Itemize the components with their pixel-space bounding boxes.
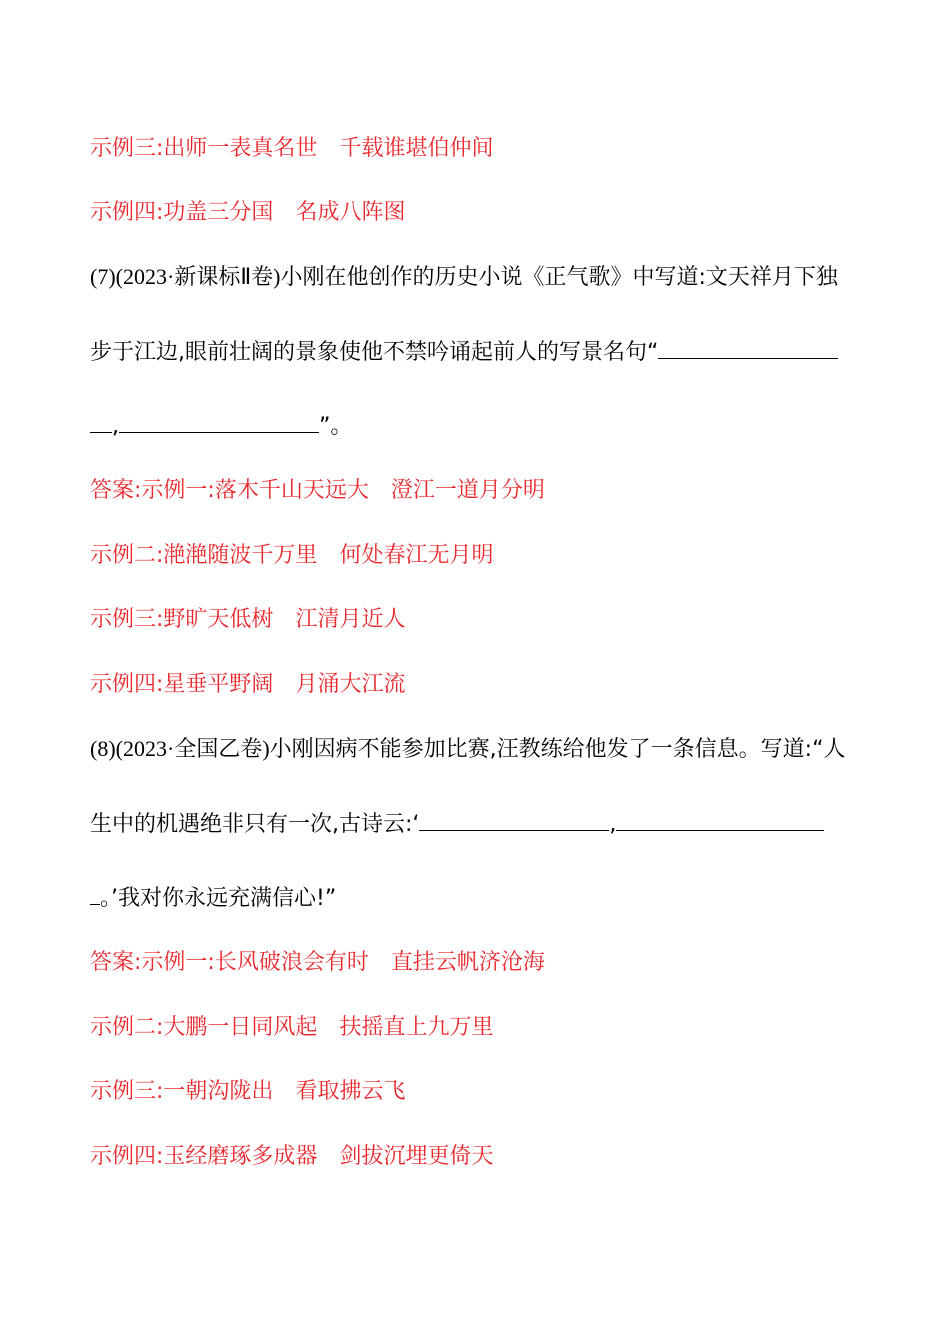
q8-text-1: 小刚因病不能参加比赛,汪教练给他发了一条信息。写道:“人 — [269, 737, 846, 762]
example-label: 示例三: — [90, 1079, 164, 1104]
answer-line-b: 月涌大江流 — [295, 672, 406, 697]
example-label: 示例三: — [90, 136, 164, 161]
q8-line-1 — [90, 734, 845, 765]
q7-blank-2[interactable] — [119, 412, 319, 433]
answer-line-a: 功盖三分国 — [163, 200, 274, 225]
q8-close-paren: ) — [262, 736, 270, 761]
answer-line-b: 扶摇直上九万里 — [339, 1015, 494, 1040]
q7-answer-example-4 — [90, 670, 405, 700]
answer-line-a: 玉经磨琢多成器 — [163, 1144, 318, 1169]
q7-close-paren: ) — [273, 264, 281, 289]
q7-line-3 — [90, 412, 352, 442]
example-label: 示例一: — [141, 950, 215, 975]
q8-answer-example-1 — [90, 948, 545, 978]
answer-line-a: 出师一表真名世 — [163, 136, 318, 161]
q7-line-2 — [90, 338, 838, 368]
q7-answer-example-2 — [90, 541, 493, 571]
answer-line-b: 剑拔沉埋更倚天 — [339, 1144, 494, 1169]
answer-line-b: 江清月近人 — [295, 607, 406, 632]
q8-answer-example-3 — [90, 1077, 405, 1107]
q8-comma: , — [609, 812, 617, 837]
answer-line-a: 长风破浪会有时 — [214, 950, 369, 975]
answer-line-a: 星垂平野阔 — [163, 672, 274, 697]
prev-answer-example-3 — [90, 134, 493, 164]
answer-line-a: 野旷天低树 — [163, 607, 274, 632]
q8-source: 全国乙卷 — [174, 737, 263, 762]
q7-number: (7)(2023· — [90, 264, 175, 289]
answer-line-a: 大鹏一日同风起 — [163, 1015, 318, 1040]
q8-answer-example-2 — [90, 1013, 493, 1043]
q8-line-2 — [90, 810, 824, 840]
q8-answer-example-4 — [90, 1142, 493, 1172]
q8-line-3 — [90, 884, 336, 914]
answer-line-b: 千载谁堪伯仲间 — [339, 136, 494, 161]
example-label: 示例二: — [90, 543, 164, 568]
answer-line-a: 一朝沟陇出 — [163, 1079, 274, 1104]
prev-answer-example-4 — [90, 198, 405, 228]
q7-line-1 — [90, 262, 838, 293]
example-label: 示例三: — [90, 607, 164, 632]
q8-text-2: 生中的机遇绝非只有一次,古诗云:‘ — [90, 812, 420, 837]
q7-text-2: 步于江边,眼前壮阔的景象使他不禁吟诵起前人的写景名句“ — [90, 340, 659, 365]
q8-blank-2-cont[interactable] — [90, 884, 100, 905]
q7-blank-1-cont[interactable] — [90, 412, 112, 433]
q7-text-1: 小刚在他创作的历史小说《正气歌》中写道:文天祥月下独 — [280, 265, 838, 290]
example-label: 示例四: — [90, 672, 164, 697]
answer-prefix: 答案: — [90, 478, 142, 503]
q8-blank-1[interactable] — [419, 810, 609, 831]
q7-comma: , — [112, 414, 119, 439]
q7-answer-example-1 — [90, 476, 545, 506]
answer-line-b: 澄江一道月分明 — [390, 478, 545, 503]
q7-source: 新课标Ⅱ卷 — [174, 265, 274, 290]
answer-line-a: 落木千山天远大 — [214, 478, 369, 503]
example-label: 示例一: — [141, 478, 215, 503]
answer-line-a: 滟滟随波千万里 — [163, 543, 318, 568]
q8-blank-2[interactable] — [616, 810, 824, 831]
q8-end: 。’我对你永远充满信心!” — [100, 886, 337, 911]
answer-line-b: 名成八阵图 — [295, 200, 406, 225]
answer-line-b: 看取拂云飞 — [295, 1079, 406, 1104]
answer-prefix: 答案: — [90, 950, 142, 975]
example-label: 示例四: — [90, 200, 164, 225]
q7-answer-example-3 — [90, 605, 405, 635]
example-label: 示例四: — [90, 1144, 164, 1169]
q8-number: (8)(2023· — [90, 736, 175, 761]
answer-line-b: 何处春江无月明 — [339, 543, 494, 568]
q7-end: ”。 — [319, 414, 353, 439]
answer-line-b: 直挂云帆济沧海 — [390, 950, 545, 975]
example-label: 示例二: — [90, 1015, 164, 1040]
q7-blank-1[interactable] — [658, 338, 838, 359]
